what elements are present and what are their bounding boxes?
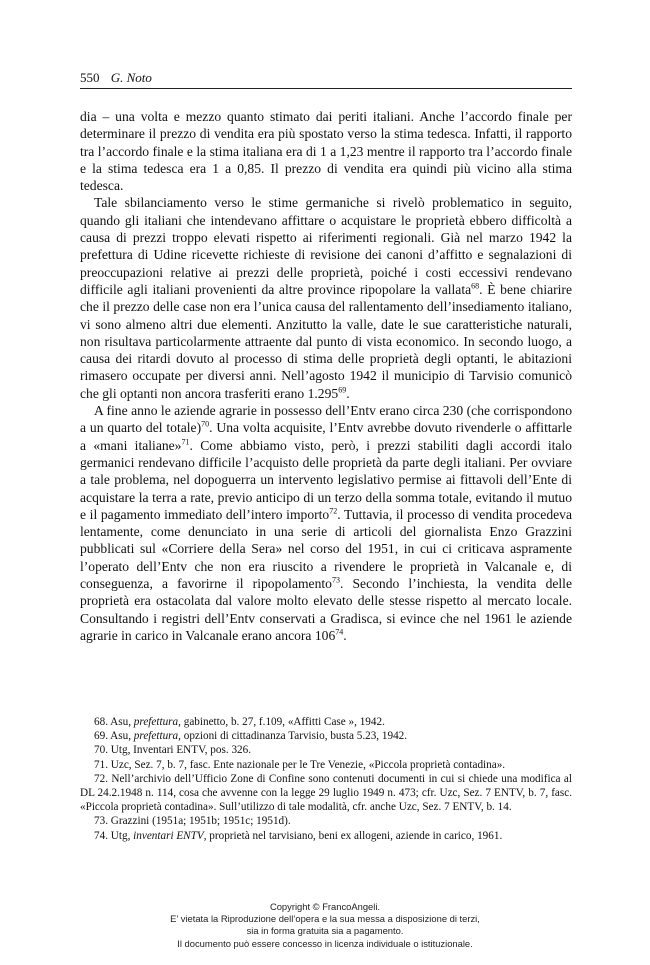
footnote-ref-74[interactable]: 74 [335, 627, 344, 637]
text: . Una volta acquisite, l’Entv avrebbe dovuto rivenderle o affittarle a «mani italiane» [80, 420, 572, 453]
footnote-70 [80, 743, 572, 757]
text: 72. Nell’archivio dell’Ufficio Zone di Confine sono contenuti documenti in cui si chiede una modifica al DL 24.2.1948 n. 114, cosa che avvenne con la legge 29 luglio 1949 n. 473; cfr. Uzc, Sez. 7 ENTV, b. 7, fasc. «Piccola proprietà contadina». Sull’utilizzo di tale modalità, cfr. anche Uzc, Sez. 7 ENTV, b. 14. [80, 772, 572, 814]
text: , opzioni di cittadinanza Tarvisio, busta 5.23, 1942. [178, 730, 408, 743]
copyright-line: E’ vietata la Riproduzione dell’opera e la sua messa a disposizione di terzi, [170, 913, 480, 925]
footnote-71 [80, 758, 572, 772]
footnotes [80, 715, 572, 843]
footnote-ref-72[interactable]: 72 [329, 506, 338, 516]
copyright-line: Copyright © FrancoAngeli. [269, 901, 381, 912]
text: . [346, 385, 350, 401]
copyright-line: Il documento può essere concesso in licenza individuale o istituzionale. [177, 937, 473, 949]
footnote-ref-68[interactable]: 68 [471, 281, 480, 291]
text: . È bene chiarire che il prezzo delle case non era l’unica causa del rallentamento dell’insediamento italiano, vi sono almeno altri due elementi. Anzitutto la valle, date le sue caratteristiche naturali, non risultava particolarmente attraente dal punto di vista economico. In secondo luogo, a causa dei ritardi dovuto al processo di stima delle proprietà degli optanti, le abitazioni rimasero occupate per diversi anni. Nell’agosto 1942 il municipio di Tarvisio comunicò che gli optanti non ancora trasferiti erano 1.295 [80, 281, 572, 401]
footnote-73 [80, 814, 572, 828]
footnote-72 [80, 772, 572, 815]
text-italic: inventari ENTV [133, 829, 204, 842]
footnote-69 [80, 729, 572, 743]
text: dia – una volta e mezzo quanto stimato dai periti italiani. Anche l’accordo finale per determinare il prezzo di vendita era più spostato verso la stima tedesca. Infatti, il rapporto tra l’accordo finale e la stima italiana era di 1 a 1,23 mentre il rapporto tra l’accordo finale e la stima tedesca era 1 a 0,85. Il prezzo di vendita era quindi più vicino alla stima tedesca. [80, 109, 572, 194]
paragraph-3 [80, 402, 572, 644]
paragraph-2 [80, 194, 572, 402]
text: . Tuttavia, il processo di vendita procedeva lentamente, come denunciato in una serie di articoli del giornalista Enzo Grazzini pubblicati sul «Corriere della Sera» nel corso del 1951, in cui ci criticava aspramente l’operato dell’Entv che non era riuscito a rivendere le proprietà in Valcanale e, di conseguenza, a favorirne il ripopolamento [80, 506, 572, 592]
text: 73. Grazzini (1951a; 1951b; 1951c; 1951d). [94, 815, 291, 828]
text-italic: prefettura [133, 730, 179, 743]
paragraph-1 [80, 108, 572, 194]
footnote-ref-70[interactable]: 70 [201, 419, 210, 429]
copyright-notice [0, 901, 650, 950]
page-number: 550 [80, 70, 100, 85]
text: Tale sbilanciamento verso le stime germaniche si rivelò problematico in seguito, quando gli italiani che intendevano affittare o acquistare le proprietà ebbero difficoltà a causa di prezzi troppo elevati rispetto ai riferimenti regionali. Già nel marzo 1942 la prefettura di Udine ricevette richieste di revisione dei canoni d’affitto e segnalazioni di preoccupazioni relative ai prezzi delle proprietà, poiché i costi eccessivi rendevano difficile agli italiani provenienti da altre province ripopolare la vallata [80, 195, 572, 297]
text: . Come abbiamo visto, però, i prezzi stabiliti dagli accordi italo germanici rendevano difficile l’acquisto delle proprietà da parte degli italiani. Per ovviare a tale problema, nel dopoguerra un intervento legislativo permise ai fittavoli dell’Ente di acquistare la terra a rate, previo anticipo di un terzo della somma totale, evitando il mutuo e il pagamento immediato dell’intero importo [80, 437, 572, 522]
text: 68. Asu, [94, 716, 134, 728]
text: A fine anno le aziende agrarie in possesso dell’Entv erano circa 230 (che corrispondono a un quarto del totale) [80, 403, 572, 436]
text: 69. Asu, [94, 730, 134, 743]
text: 74. Utg, [94, 829, 134, 842]
text: , proprietà nel tarvisiano, beni ex allogeni, aziende in carico, 1961. [203, 829, 503, 842]
text: . Secondo l’inchiesta, la vendita delle proprietà era ostacolata dal valore molto elevato delle stesse rispetto al mercato locale. Consultando i registri dell’Entv conservati a Gradisca, si evince che nel 1961 le aziende agrarie in carico in Valcanale erano ancora 106 [80, 576, 572, 643]
running-author: G. Noto [110, 70, 152, 85]
footnote-ref-69[interactable]: 69 [338, 385, 347, 395]
running-header [80, 70, 572, 89]
footnote-ref-71[interactable]: 71 [181, 437, 190, 447]
footnote-ref-73[interactable]: 73 [331, 575, 340, 585]
text: 71. Uzc, Sez. 7, b. 7, fasc. Ente nazionale per le Tre Venezie, «Piccola proprietà contadina». [94, 758, 506, 771]
text: . [343, 627, 347, 643]
text: 70. Utg, Inventari ENTV, pos. 326. [94, 744, 252, 757]
footnote-74 [80, 829, 572, 843]
text: , gabinetto, b. 27, f.109, «Affitti Case », 1942. [178, 716, 385, 728]
copyright-line: sia in forma gratuita sia a pagamento. [246, 925, 404, 937]
body-text [80, 108, 572, 644]
footnote-68 [80, 715, 572, 729]
text-italic: prefettura [133, 716, 179, 728]
